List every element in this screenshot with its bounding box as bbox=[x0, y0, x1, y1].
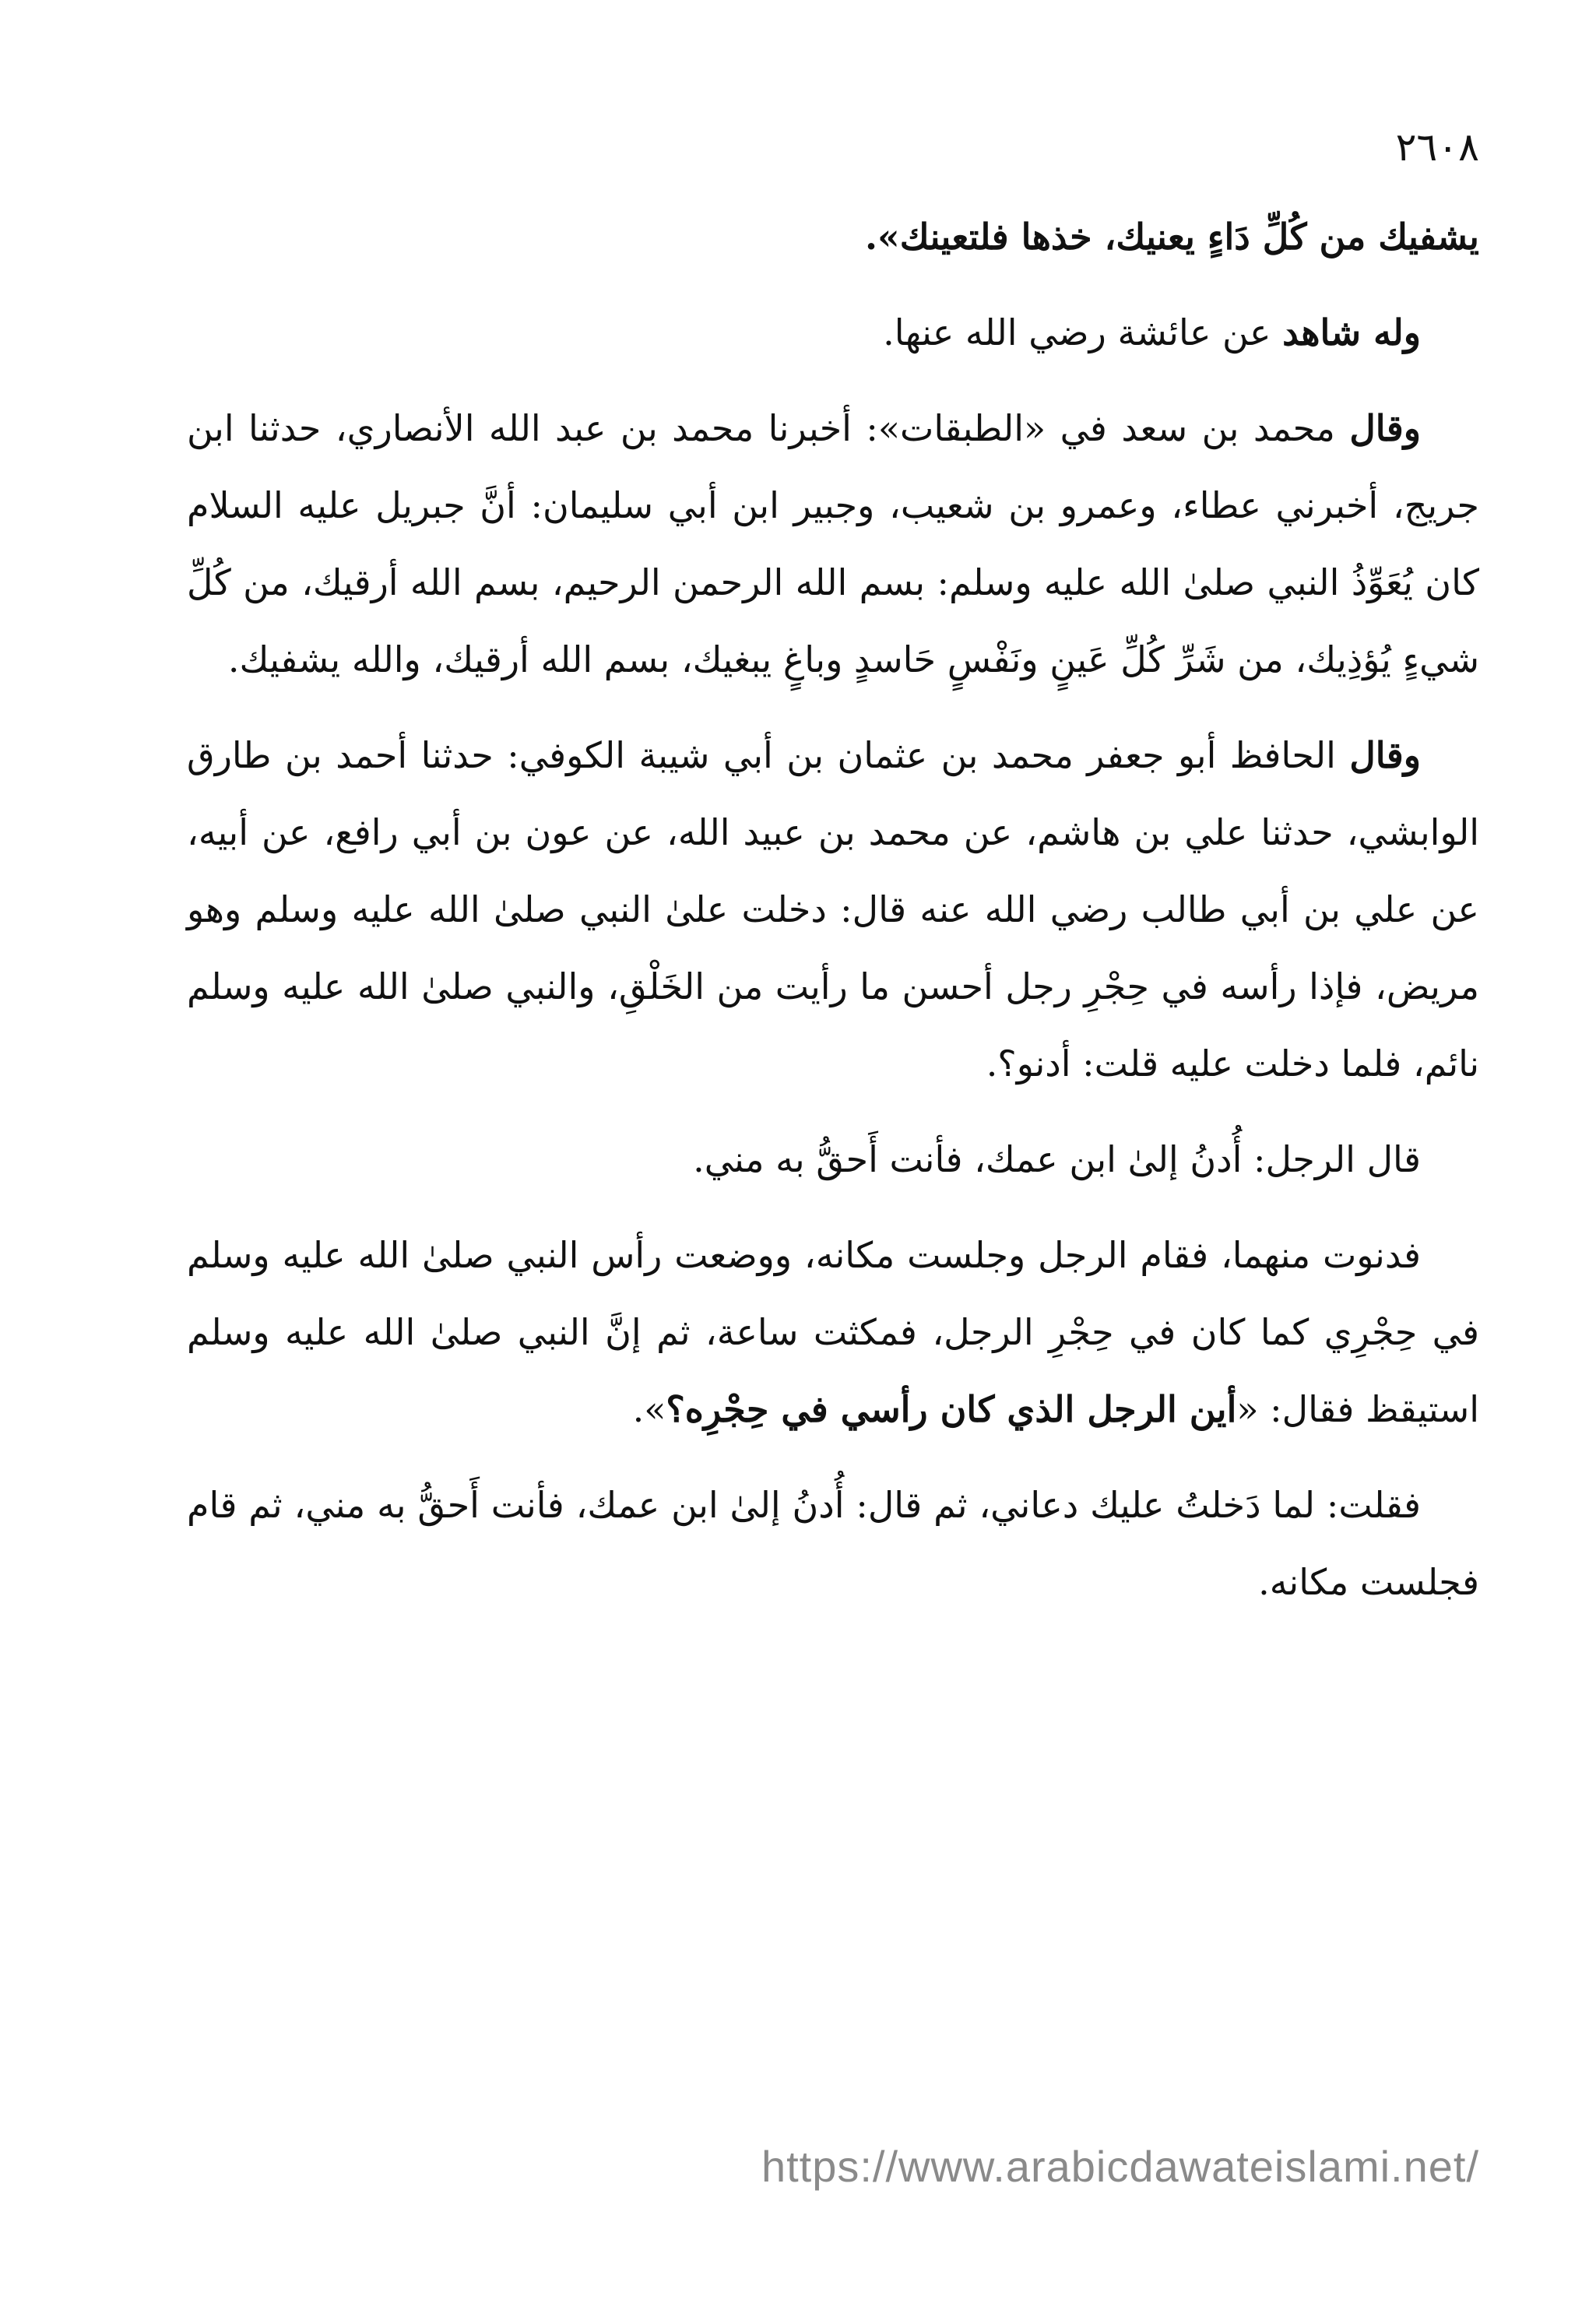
paragraph-6 bbox=[187, 1217, 1479, 1448]
paragraph-6-tail: ». bbox=[632, 1388, 666, 1430]
text-body bbox=[187, 199, 1479, 1640]
paragraph-4-lead: وقال bbox=[1349, 734, 1421, 776]
paragraph-7-text: فقلت: لما دَخلتُ عليك دعاني، ثم قال: أُدنُ إلىٰ ابن عمك، فأنت أَحقُّ به مني، ثم قام فجلست مكانه. bbox=[187, 1484, 1479, 1603]
paragraph-6-bold-quote: أين الرجل الذي كان رأسي في حِجْرِه؟ bbox=[666, 1388, 1237, 1430]
paragraph-5-text: قال الرجل: أُدنُ إلىٰ ابن عمك، فأنت أَحقُّ به مني. bbox=[693, 1138, 1421, 1180]
paragraph-3-text: محمد بن سعد في «الطبقات»: أخبرنا محمد بن عبد الله الأنصاري، حدثنا ابن جريج، أخبرني عطاء، وعمرو بن شعيب، وجبير ابن أبي سليمان: أنَّ جبريل عليه السلام كان يُعَوِّذُ النبي صلىٰ الله عليه وسلم: بسم الله الرحمن الرحيم، بسم الله أرقيك، من كُلِّ شيءٍ يُؤذِيك، من شَرِّ كُلِّ عَينٍ ونَفْسٍ حَاسدٍ وباغٍ يبغيك، بسم الله أرقيك، والله يشفيك. bbox=[187, 407, 1479, 680]
paragraph-2-lead: وله شاهد bbox=[1282, 311, 1421, 353]
paragraph-1 bbox=[187, 199, 1479, 276]
paragraph-4 bbox=[187, 717, 1479, 1102]
website-watermark: https://www.arabicdawateislami.net/ bbox=[761, 2142, 1479, 2191]
paragraph-6-text: فدنوت منهما، فقام الرجل وجلست مكانه، ووضعت رأس النبي صلىٰ الله عليه وسلم في حِجْرِي كما كان في حِجْرِ الرجل، فمكثت ساعة، ثم إنَّ النبي صلىٰ الله عليه وسلم استيقظ فقال: « bbox=[187, 1234, 1480, 1430]
paragraph-3-lead: وقال bbox=[1349, 407, 1421, 449]
paragraph-4-text: الحافظ أبو جعفر محمد بن عثمان بن أبي شيبة الكوفي: حدثنا أحمد بن طارق الوابشي، حدثنا علي بن هاشم، عن محمد بن عبيد الله، عن عون بن أبي رافع، عن أبيه، عن علي بن أبي طالب رضي الله عنه قال: دخلت علىٰ النبي صلىٰ الله عليه وسلم وهو مريض، فإذا رأسه في حِجْرِ رجل أحسن ما رأيت من الخَلْقِ، والنبي صلىٰ الله عليه وسلم نائم، فلما دخلت عليه قلت: أدنو؟. bbox=[187, 734, 1479, 1085]
paragraph-2 bbox=[187, 294, 1479, 371]
page-number: ٢٦٠٨ bbox=[1395, 125, 1479, 170]
paragraph-5 bbox=[187, 1121, 1479, 1198]
paragraph-3 bbox=[187, 390, 1479, 698]
paragraph-2-text: عن عائشة رضي الله عنها. bbox=[883, 311, 1283, 353]
paragraph-1-bold: يشفيك من كُلِّ دَاءٍ يعنيك، خذها فلتعينك». bbox=[865, 216, 1479, 258]
paragraph-7 bbox=[187, 1467, 1479, 1621]
